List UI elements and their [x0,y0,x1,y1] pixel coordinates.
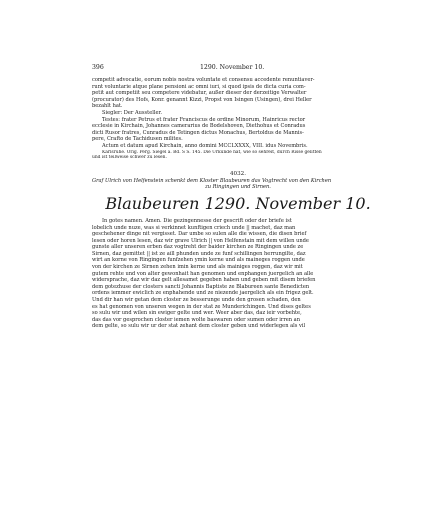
body-line: gunste aller unseren erben daz vogtreht der baider kirchen ze Ringingen unde ze [92,244,304,251]
body-line: wirt an korne von Ringingen funfzehen ymin kerne und als maineges roggen unde [92,257,305,264]
body-line: lobelich unde nuze, was si verkinnet kunftigen criech unde || machet, daz man [92,224,296,231]
running-title: 1290. November 10. [200,64,265,71]
dating-line: Actum et datum apud Kirchain, anno domini MCCLXXXX, VIII. idus Novembris. [102,142,308,149]
witness-line: ecclesie in Kirchain, Johannes camerarius de Bodelshoven, Diethohus et Conradus [92,123,306,130]
body-line: das das vor gesprochen closter iemen wolte baswaren oder sumen oder irren an [92,316,300,323]
continuation-line: (procurator) des Hofs, Konr. genannt Kizzi, Propst von Isingen (Usingen), drei Heller [92,96,312,103]
body-line: lesen oder horen lesen, daz wir grave Ulrich || von Helfenstain mit dem willen unde [92,237,309,244]
entry-body [92,218,384,330]
body-line: so sulu wir und wilen sin ewiger gelte und wer. Weer aber das, daz ieir vorbehte, [92,310,302,317]
entry-date: Blaubeuren 1290. November 10. [105,193,371,213]
archive-note-line: und ist teilweise schwer zu lesen. [92,155,167,161]
body-line: In gotes namen. Amen. Die gezingennesse der gescrift oder der briefe ist [102,217,292,224]
body-line: gutem rehte und von alter gewonhait han genomen und enphangen juergelich an alle [92,270,314,277]
continuation-section [92,77,384,161]
body-line: ordens iemmer ewiclich ze enphahende und ze niezende jaergelich als ein frigez gelt. [92,290,314,297]
entry-number: 4032. [229,170,246,177]
body-line: Und dir han wir getan dem closter ze besserunge unde den grosen schaden, den [92,297,301,304]
body-line: Sirnen, daz gemittet || ist ze aill phunden unde ze funf schillingen herrungilte, daz [92,250,306,257]
body-line: dem gotezhuse der closters sancti Johannis Baptiste ze Blabureen sante Benedicten [92,283,310,290]
witness-line: pere, Crafto de Tachidusen milites. [92,136,183,143]
archive-note-line: Karlsruhe. Orig. Perg. Siegel a. Bd. S S. 145. Die Urkunde hat, wie so sehreit, durch Risse gelitten [102,149,322,155]
summary-line: Graf Ulrich von Helfenstein schenkt dem Kloster Blaubeuren das Vogtrecht von den Kirchen [92,177,332,184]
body-line: von der kirchen ze Sirnen zehen imin kerne und als mainiges roggen, daz wir mit [92,264,303,271]
continuation-line: bezahlt hat. [92,103,123,110]
body-line: widersprache, daz wir daz gelt allesamet gegeben haben und geben mit disem briefen [92,277,316,284]
summary-line: zu Ringingen und Sirnen. [205,184,271,191]
entry-summary [92,178,384,191]
body-line: dem gelte, so sulu wir ur der stat zehant dem closter geben und widerlegen als vil [92,323,306,330]
page-number: 396 [92,64,104,71]
text-block [92,77,384,330]
sigil-note: Siegler: Der Aussteller. [102,109,162,116]
witness-line: dicti Rusor fratres, Cunradus de Tetingen dictus Monachus, Bertoldus de Mannis- [92,129,304,136]
continuation-line: petit aut competiit seu competere videbatur, außer dieser der derzeitige Verwalter [92,90,307,97]
body-line: geschehener dinge nit vergisset. Dar umbe so sulen alle die wissen, die disen brief [92,231,307,238]
continuation-line: runt voluntarie atque plane pensioni ac omni iuri, si quod ipsis de dicta curia com- [92,83,306,90]
witness-line: Testes: frater Petrus et frater Franciscus de ordine Minorum, Hainricus rector [102,116,306,123]
body-line: es hat genomen von unseren wegen in der stat ze Munderichingen. Und dises geltes [92,303,311,310]
continuation-line: competit advocatie, eorum nobis nostra voluntate et consensu accedente renuntiaver- [92,77,315,83]
